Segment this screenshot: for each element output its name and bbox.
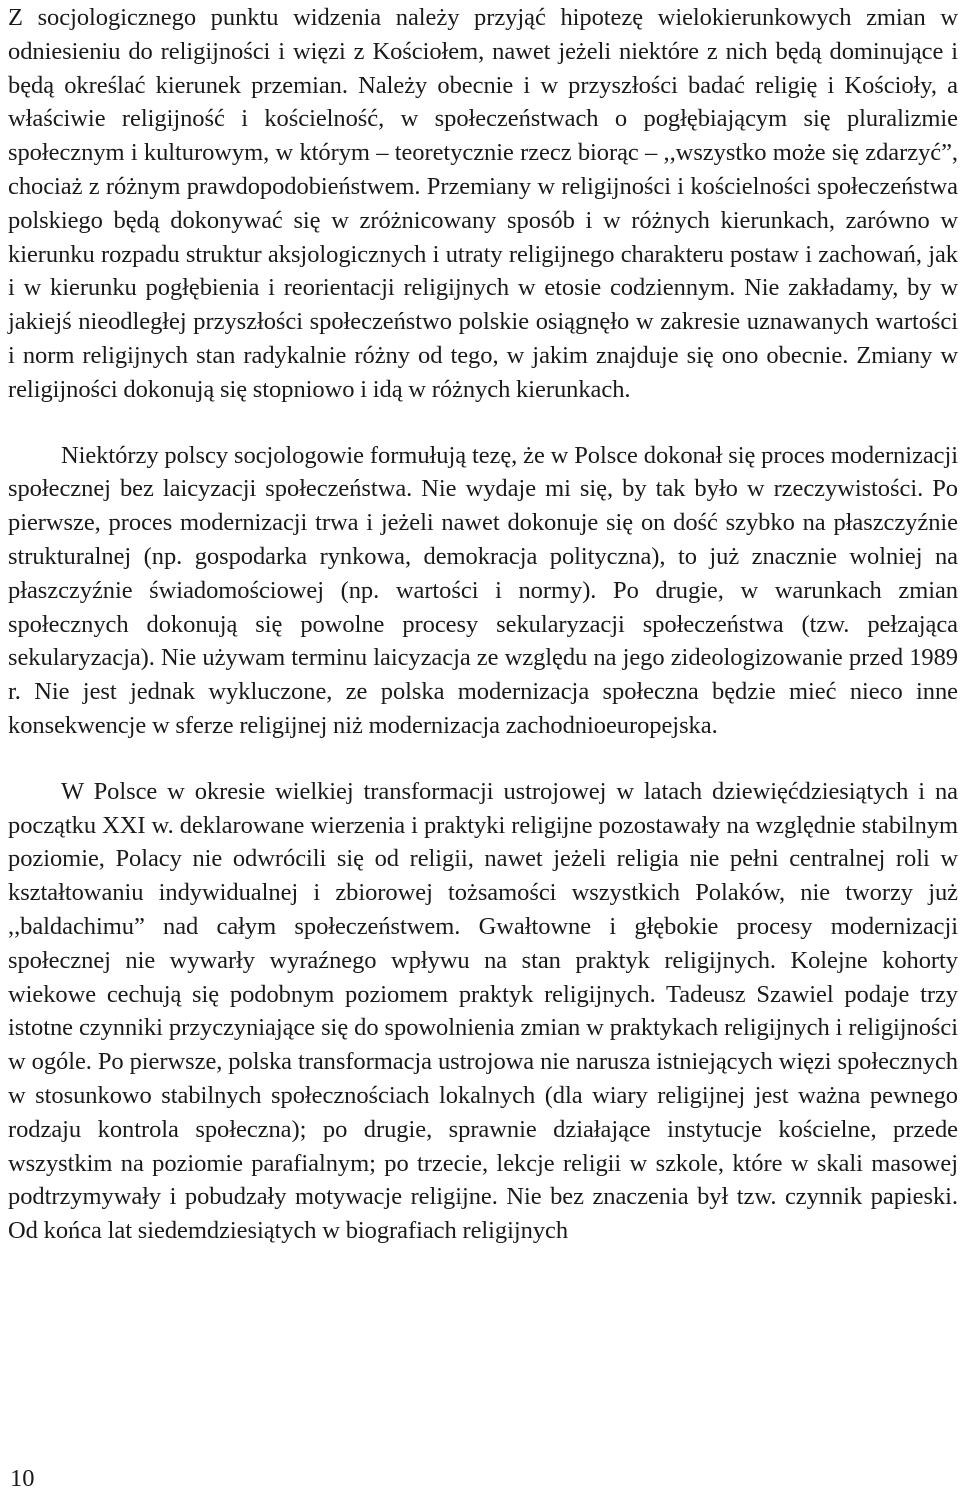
paragraph-2	[8, 439, 958, 743]
page-body	[8, 0, 958, 1248]
paragraph-3	[8, 775, 958, 1248]
paragraph-1	[8, 0, 958, 407]
paragraph-1-text: Z socjologicznego punktu widzenia należy przyjąć hipotezę wielokierunkowych zmian w odniesieniu do religijności i więzi z Kościołem, nawet jeżeli niektóre z nich będą dominujące i będą określać kierunek przemian. Należy obecnie i w przyszłości badać religię i Kościoły, a właściwie religijność i kościelność, w społeczeństwach o pogłębiającym się pluralizmie społecznym i kulturowym, w którym – teoretycznie rzecz biorąc – ,,wszystko może się zdarzyć”, chociaż z różnym prawdopodobieństwem. Przemiany w religijności i kościelności społeczeństwa polskiego będą dokonywać się w zróżnicowany sposób i w różnych kierunkach, zarówno w kierunku rozpadu struktur aksjologicznych i utraty religijnego charakteru postaw i zachowań, jak i w kierunku pogłębienia i reorientacji religijnych w etosie codziennym. Nie zakładamy, by w jakiejś nieodległej przyszłości społeczeństwo polskie osiągnęło w zakresie uznawanych wartości i norm religijnych stan radykalnie różny od tego, w jakim znajduje się ono obecnie. Zmiany w religijności dokonują się stopniowo i idą w różnych kierunkach.	[8, 4, 958, 403]
paragraph-3-text: W Polsce w okresie wielkiej transformacji ustrojowej w latach dziewięćdziesiątych i na początku XXI w. deklarowane wierzenia i praktyki religijne pozostawały na względnie stabilnym poziomie, Polacy nie odwrócili się od religii, nawet jeżeli religia nie pełni centralnej roli w kształtowaniu indywidualnej i zbiorowej tożsamości wszystkich Polaków, nie tworzy już ,,baldachimu” nad całym społeczeństwem. Gwałtowne i głębokie procesy modernizacji społecznej nie wywarły wyraźnego wpływu na stan praktyk religijnych. Kolejne kohorty wiekowe cechują się podobnym poziomem praktyk religijnych. Tadeusz Szawiel podaje trzy istotne czynniki przyczyniające się do spowolnienia zmian w praktykach religijnych i religijności w ogóle. Po pierwsze, polska transformacja ustrojowa nie narusza istniejących więzi społecznych w stosunkowo stabilnych społecznościach lokalnych (dla wiary religijnej jest ważna pewnego rodzaju kontrola społeczna); po drugie, sprawnie działające instytucje kościelne, przede wszystkim na poziomie parafialnym; po trzecie, lekcje religii w szkole, które w skali masowej podtrzymywały i pobudzały motywacje religijne. Nie bez znaczenia był tzw. czynnik papieski. Od końca lat siedemdziesiątych w biografiach religijnych	[8, 777, 958, 1245]
paragraph-2-text: Niektórzy polscy socjologowie formułują tezę, że w Polsce dokonał się proces modernizacji społecznej bez laicyzacji społeczeństwa. Nie wydaje mi się, by tak było w rzeczywistości. Po pierwsze, proces modernizacji trwa i jeżeli nawet dokonuje się on dość szybko na płaszczyźnie strukturalnej (np. gospodarka rynkowa, demokracja polityczna), to już znacznie wolniej na płaszczyźnie świadomościowej (np. wartości i normy). Po drugie, w warunkach zmian społecznych dokonują się powolne procesy sekularyzacji społeczeństwa (tzw. pełzająca sekularyzacja). Nie używam terminu laicyzacja ze względu na jego zideologizowanie przed 1989 r. Nie jest jednak wykluczone, ze polska modernizacja społeczna będzie mieć nieco inne konsekwencje w sferze religijnej niż modernizacja zachodnioeuropejska.	[8, 441, 958, 739]
page-number: 10	[10, 1465, 35, 1492]
